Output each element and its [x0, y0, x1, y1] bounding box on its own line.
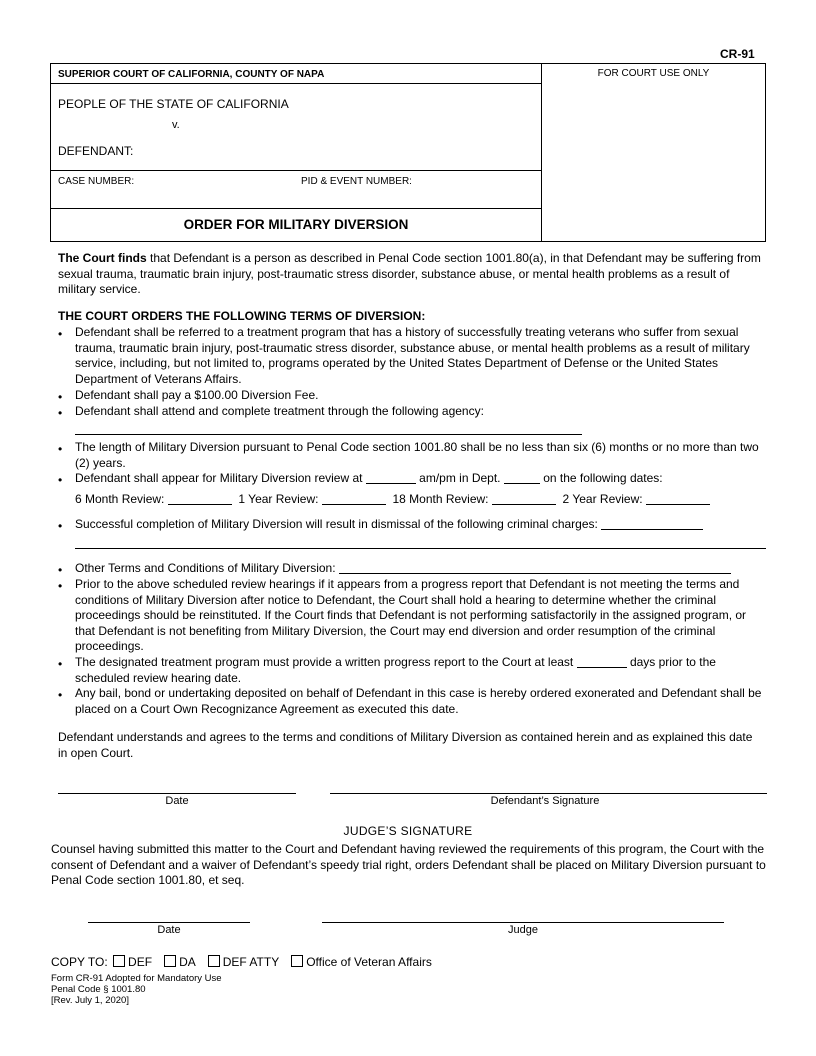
footer-revision: [Rev. July 1, 2020]: [51, 995, 129, 1006]
item-dismissal: [75, 517, 767, 533]
item-treatment: Defendant shall be referred to a treatment program that has a history of successfully treating veterans who suffer from sexual trauma, traumatic brain injury, post-traumatic stress disorder, substance abuse, or mental health problems as a result of military service, including, but not limited to, programs operated by the United States Department of Defense or the United States Department of Veterans Affairs.: [75, 325, 750, 386]
review-2-year-field[interactable]: [646, 492, 710, 505]
orders-heading: THE COURT ORDERS THE FOLLOWING TERMS OF DIVERSION:: [58, 309, 426, 323]
judge-signature-label: Judge: [508, 924, 538, 936]
date-line-2[interactable]: [88, 922, 250, 923]
copy-to-label: COPY TO:: [51, 955, 108, 969]
item-fee: Defendant shall pay a $100.00 Diversion Fee.: [75, 388, 319, 402]
review-18-month-label: 18 Month Review:: [392, 492, 489, 506]
court-name: SUPERIOR COURT OF CALIFORNIA, COUNTY OF NAPA: [51, 64, 541, 84]
document-title: ORDER FOR MILITARY DIVERSION: [183, 217, 409, 232]
agency-line: [75, 434, 582, 435]
caption-box: [50, 63, 766, 242]
defendant-signature-line[interactable]: [330, 793, 767, 794]
review-18-month-field[interactable]: [492, 492, 556, 505]
copy-to-row: [51, 955, 432, 969]
other-terms-field[interactable]: [339, 561, 731, 574]
review-6-month-label: 6 Month Review:: [75, 492, 165, 506]
findings-lead: The Court finds: [58, 251, 147, 265]
review-text-c: on the following dates:: [543, 471, 663, 485]
review-2-year-label: 2 Year Review:: [562, 492, 643, 506]
judge-signature-heading: JUDGE’S SIGNATURE: [343, 824, 473, 838]
copy-def-atty-checkbox[interactable]: [208, 955, 220, 967]
review-dept-field[interactable]: [504, 471, 540, 484]
copy-def-checkbox[interactable]: [113, 955, 125, 967]
copy-veteran-affairs-label: Office of Veteran Affairs: [306, 955, 432, 969]
item-other-terms: [75, 561, 767, 577]
form-id: CR-91: [720, 47, 755, 61]
item-review: [75, 471, 767, 487]
judge-signature-line[interactable]: [322, 922, 724, 923]
bullet: •: [58, 563, 63, 577]
review-text-a: Defendant shall appear for Military Diversion review at: [75, 471, 363, 485]
counsel-paragraph: Counsel having submitted this matter to the Court and Defendant having reviewed the requirements of this program, the Court with the consent of Defendant and a waiver of Defendant’s speedy trial right, orders Defendant shall be placed on Military Diversion pursuant to Penal Code section 1001.80, et seq.: [51, 842, 766, 887]
copy-def-atty-label: DEF ATTY: [222, 955, 280, 969]
pid-event-label: PID & EVENT NUMBER:: [301, 176, 412, 187]
footer-adopted: Form CR-91 Adopted for Mandatory Use: [51, 973, 222, 984]
progress-text-b: days prior to the scheduled review hearing date.: [75, 655, 716, 685]
bullet: •: [58, 442, 63, 456]
progress-text-a: The designated treatment program must provide a written progress report to the Court at least: [75, 655, 574, 669]
dismissal-text: Successful completion of Military Diversion will result in dismissal of the following criminal charges:: [75, 517, 598, 531]
footer-penal-code: Penal Code § 1001.80: [51, 984, 146, 995]
progress-days-field[interactable]: [577, 655, 627, 668]
review-1-year-field[interactable]: [322, 492, 386, 505]
review-1-year-label: 1 Year Review:: [238, 492, 319, 506]
bullet: •: [58, 327, 63, 341]
bullet: •: [58, 406, 63, 420]
other-terms-text: Other Terms and Conditions of Military Diversion:: [75, 561, 336, 575]
item-bail: Any bail, bond or undertaking deposited on behalf of Defendant in this case is hereby ordered exonerated and Defendant shall be placed on a Court Own Recognizance Agreement as executed this date.: [75, 686, 762, 716]
parties-section: [51, 84, 541, 171]
review-text-b: am/pm in Dept.: [419, 471, 501, 485]
court-use-only: FOR COURT USE ONLY: [597, 68, 710, 79]
item-length: The length of Military Diversion pursuant to Penal Code section 1001.80 shall be no less than six (6) months or no more than two (2) years.: [75, 440, 759, 470]
review-time-field[interactable]: [366, 471, 416, 484]
date-label-1: Date: [165, 795, 189, 807]
copy-da-checkbox[interactable]: [164, 955, 176, 967]
bullet: •: [58, 519, 63, 533]
case-number-label: CASE NUMBER:: [58, 176, 135, 187]
date-label-2: Date: [157, 924, 181, 936]
defendant-understands: Defendant understands and agrees to the terms and conditions of Military Diversion as contained herein and as explained this date in open Court.: [58, 730, 753, 760]
item-agency: Defendant shall attend and complete treatment through the following agency:: [75, 404, 484, 418]
bullet: •: [58, 657, 63, 671]
bullet: •: [58, 579, 63, 593]
bullet: •: [58, 390, 63, 404]
copy-def-label: DEF: [128, 955, 153, 969]
court-findings: [58, 251, 766, 298]
defendant-label: DEFENDANT:: [58, 144, 134, 158]
bullet: •: [58, 688, 63, 702]
item-prior-hearings: Prior to the above scheduled review hearings if it appears from a progress report that Defendant is not meeting the terms and conditions of Military Diversion after notice to Defendant, the Court shall hold a hearing to determine whether the criminal proceedings should be reinstituted. If the Court finds that Defendant is not performing satisfactorily in the assigned program, or that Defendant is not benefiting from Military Diversion, the Court may end diversion and order resumption of the criminal proceedings.: [75, 577, 747, 653]
defendant-signature-label: Defendant’s Signature: [490, 795, 600, 807]
caption-left: [51, 64, 542, 241]
findings-text: that Defendant is a person as described in Penal Code section 1001.80(a), in that Defendant may be suffering from sexual trauma, traumatic brain injury, post-traumatic stress disorder, substance abuse, or mental health problems as a result of military service.: [58, 251, 761, 296]
bullet: •: [58, 473, 63, 487]
copy-da-label: DA: [179, 955, 196, 969]
date-line-1[interactable]: [58, 793, 296, 794]
case-number-row: [51, 171, 541, 209]
review-6-month-field[interactable]: [168, 492, 232, 505]
charges-line-2: [75, 548, 766, 549]
versus-label: v.: [172, 119, 180, 131]
item-progress-report: [75, 655, 767, 686]
people-label: PEOPLE OF THE STATE OF CALIFORNIA: [58, 97, 289, 111]
review-dates: [75, 492, 767, 508]
form-footer: [51, 973, 222, 1006]
charges-field[interactable]: [601, 517, 703, 530]
copy-veteran-affairs-checkbox[interactable]: [291, 955, 303, 967]
